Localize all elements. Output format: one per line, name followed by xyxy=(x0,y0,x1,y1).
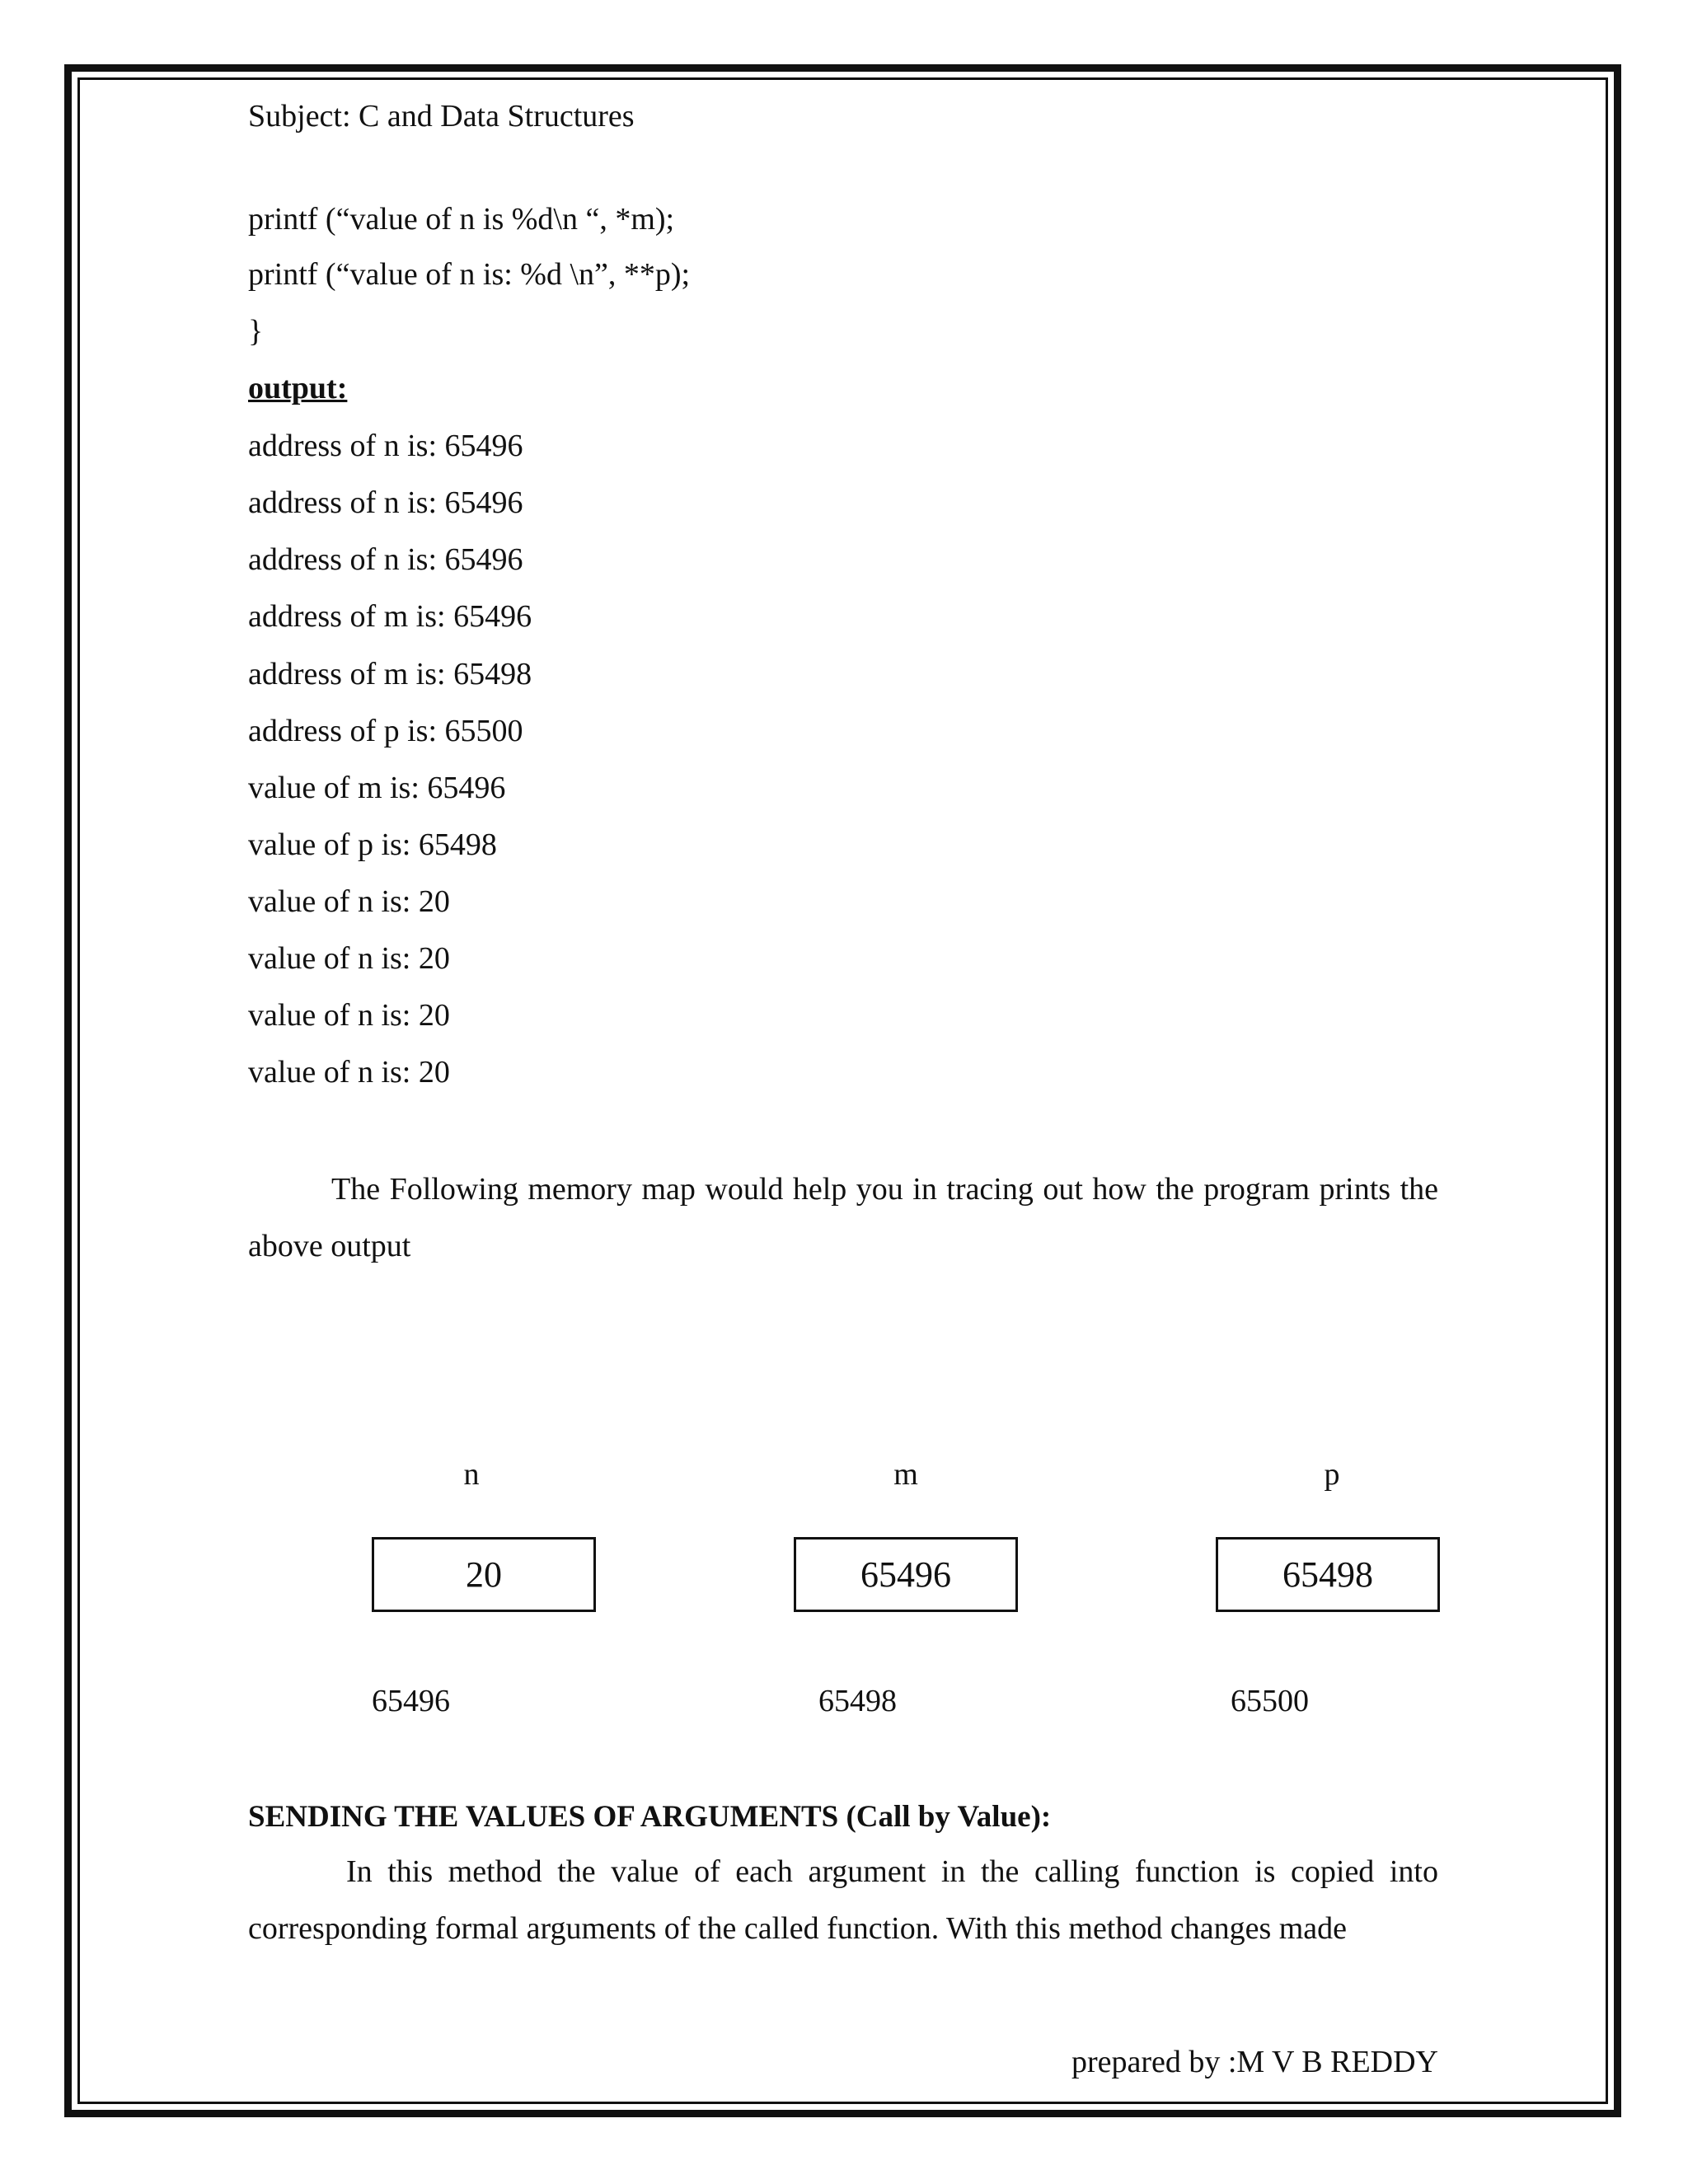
output-line: address of p is: 65500 xyxy=(248,714,523,748)
memory-cell-label-p: p xyxy=(1324,1457,1340,1492)
memory-cell-label-n: n xyxy=(463,1457,480,1492)
memory-cell-label-m: m xyxy=(893,1457,918,1492)
output-line: value of m is: 65496 xyxy=(248,771,506,805)
section-paragraph: In this method the value of each argument in the calling function is copied into corresponding formal arguments of the called function. With this method changes made xyxy=(248,1854,1438,1946)
memory-cell-address-n: 65496 xyxy=(372,1684,450,1718)
output-line: address of n is: 65496 xyxy=(248,429,523,463)
subject-header: Subject: C and Data Structures xyxy=(248,99,635,134)
memory-cell-value-m: 65496 xyxy=(860,1554,951,1595)
output-heading: output: xyxy=(248,371,348,405)
memory-cell-box-m xyxy=(794,1537,1018,1612)
output-line: value of n is: 20 xyxy=(248,998,450,1033)
memory-cell-address-p: 65500 xyxy=(1231,1684,1309,1718)
memory-cell-value-p: 65498 xyxy=(1282,1554,1373,1595)
memory-cell-value-n: 20 xyxy=(466,1554,502,1595)
output-line: address of n is: 65496 xyxy=(248,542,523,577)
output-line: address of n is: 65496 xyxy=(248,485,523,520)
footer-credit: prepared by :M V B REDDY xyxy=(1071,2045,1438,2079)
code-line: printf (“value of n is %d\n “, *m); xyxy=(248,202,675,237)
code-line: } xyxy=(248,314,264,349)
output-line: value of n is: 20 xyxy=(248,1055,450,1090)
output-line: value of n is: 20 xyxy=(248,884,450,919)
output-line: value of n is: 20 xyxy=(248,941,450,976)
code-line: printf (“value of n is: %d \n”, **p); xyxy=(248,257,691,292)
output-line: address of m is: 65498 xyxy=(248,657,532,691)
memory-cell-box-p xyxy=(1216,1537,1440,1612)
output-line: value of p is: 65498 xyxy=(248,827,497,862)
memory-cell-box-n xyxy=(372,1537,596,1612)
memory-cell-address-m: 65498 xyxy=(818,1684,897,1718)
section-heading: SENDING THE VALUES OF ARGUMENTS (Call by Value): xyxy=(248,1800,1052,1834)
intro-paragraph: The Following memory map would help you in tracing out how the program prints the above output xyxy=(248,1172,1438,1263)
output-line: address of m is: 65496 xyxy=(248,599,532,634)
